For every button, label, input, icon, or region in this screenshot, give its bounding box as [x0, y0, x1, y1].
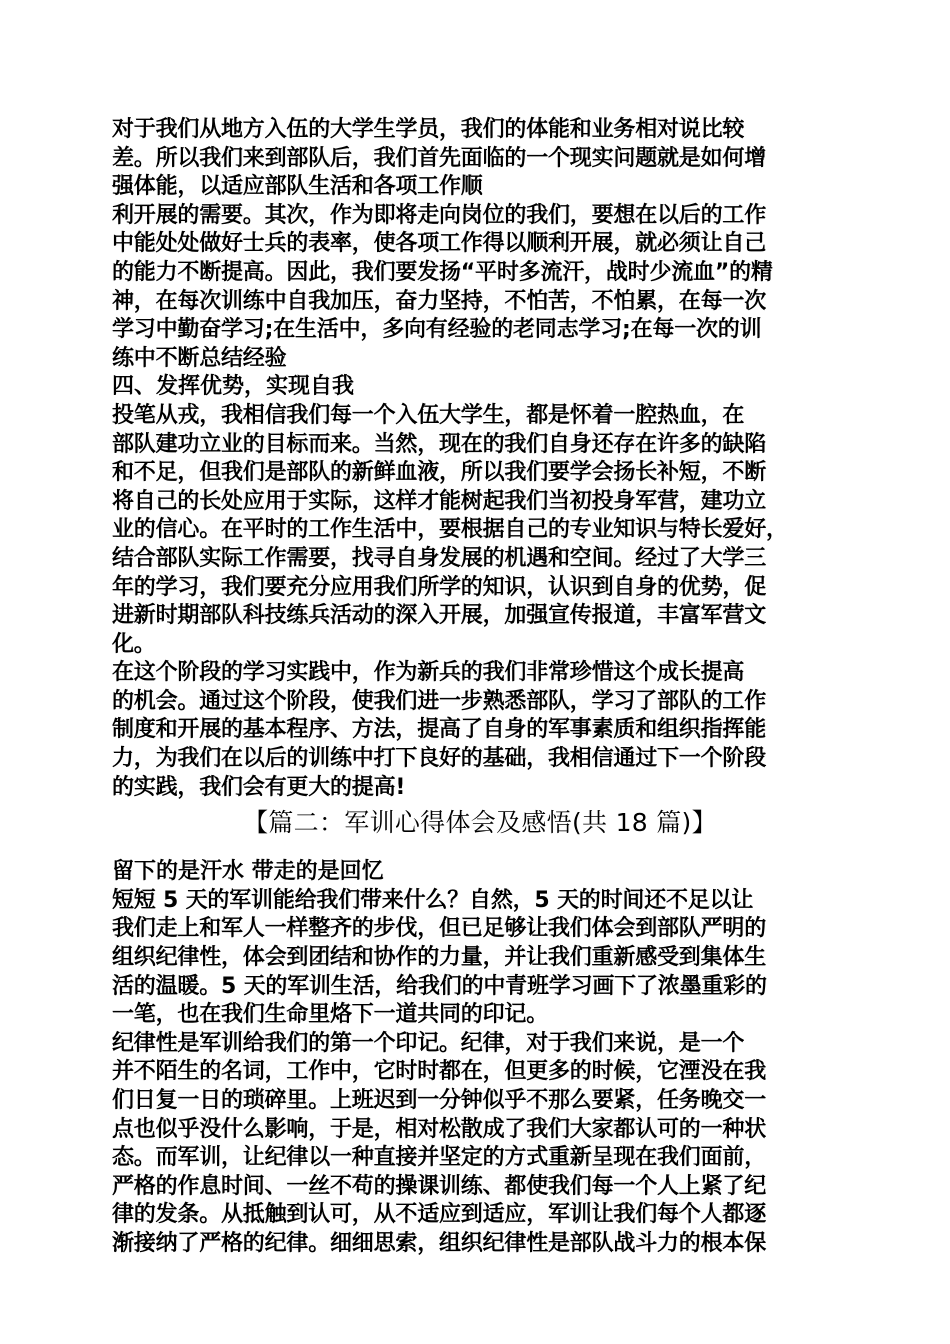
- text-line: 们日复一日的琐碎里。上班迟到一分钟似乎不那么要紧，任务晚交一: [112, 1088, 767, 1113]
- text-line: 投笔从戎，我相信我们每一个入伍大学生，都是怀着一腔热血，在: [112, 402, 745, 428]
- text-line: 将自己的长处应用于实际，这样才能树起我们当初投身军营，建功立: [112, 488, 767, 514]
- text-line: 力，为我们在以后的训练中打下良好的基础，我相信通过下一个阶段: [112, 746, 767, 772]
- section-title: 【篇二：军训心得体会及感悟(共 18 篇)】: [243, 808, 717, 838]
- text-line: 严格的作息时间、一丝不苟的操课训练、都使我们每一个人上紧了纪: [112, 1173, 767, 1199]
- spacer: [112, 840, 848, 858]
- text-line: 点也似乎没什么影响，于是，相对松散成了我们大家都认可的一种状: [112, 1116, 767, 1142]
- text-line: 结合部队实际工作需要，找寻自身发展的机遇和空间。经过了大学三: [112, 545, 767, 571]
- text-line: 年的学习，我们要充分应用我们所学的知识，认识到自身的优势，促: [112, 574, 767, 600]
- text-line: 组织纪律性，体会到团结和协作的力量，并让我们重新感受到集体生: [112, 945, 767, 971]
- paragraph-stage-summary: [112, 659, 848, 802]
- article-subtitle: 留下的是汗水 带走的是回忆: [112, 859, 384, 885]
- text-line: 学习中勤奋学习;在生活中，多向有经验的老同志学习;在每一次的训: [112, 317, 762, 343]
- text-line: 对于我们从地方入伍的大学生学员，我们的体能和业务相对说比较: [112, 117, 745, 142]
- text-line: 业的信心。在平时的工作生活中，要根据自己的专业知识与特长爱好，: [112, 517, 788, 543]
- text-line: 的实践，我们会有更大的提高!: [112, 774, 406, 800]
- text-line: 利开展的需要。其次，作为即将走向岗位的我们，要想在以后的工作: [112, 202, 767, 228]
- text-line: 渐接纳了严格的纪律。细细思索，组织纪律性是部队战斗力的根本保: [112, 1230, 767, 1256]
- text-line: 态。而军训，让纪律以一种直接并坚定的方式重新呈现在我们面前，: [112, 1145, 767, 1171]
- text-line: 练中不断总结经验: [112, 345, 287, 371]
- text-line: 我们走上和军人一样整齐的步伐，但已足够让我们体会到部队严明的: [112, 916, 767, 942]
- text-line: 和不足，但我们是部队的新鲜血液，所以我们要学会扬长补短，不断: [112, 460, 767, 486]
- document-page: [112, 116, 848, 1259]
- text-line: 的机会。通过这个阶段，使我们进一步熟悉部队，学习了部队的工作: [112, 688, 767, 714]
- paragraph-use-strengths: [112, 402, 848, 659]
- text-line: 中能处处做好士兵的表率，使各项工作得以顺利开展，就必须让自己: [112, 231, 767, 257]
- text-line: 一笔，也在我们生命里烙下一道共同的印记。: [112, 1002, 549, 1028]
- text-line: 化。: [112, 631, 156, 657]
- text-line: 神，在每次训练中自我加压，奋力坚持，不怕苦，不怕累，在每一次: [112, 288, 767, 314]
- text-line: 进新时期部队科技练兵活动的深入开展，加强宣传报道，丰富军营文: [112, 603, 767, 629]
- text-line: 部队建功立业的目标而来。当然，现在的我们自身还存在许多的缺陷: [112, 431, 767, 457]
- paragraph-physical-fitness: [112, 116, 848, 373]
- text-line: 在这个阶段的学习实践中，作为新兵的我们非常珍惜这个成长提高: [112, 660, 745, 686]
- heading-section-four: 四、发挥优势，实现自我: [112, 374, 355, 400]
- paragraph-discipline: [112, 1030, 848, 1259]
- text-line: 纪律性是军训给我们的第一个印记。纪律，对于我们来说，是一个: [112, 1030, 745, 1056]
- text-line: 制度和开展的基本程序、方法，提高了自身的军事素质和组织指挥能: [112, 717, 767, 743]
- text-line: 活的温暖。5 天的军训生活，给我们的中青班学习画下了浓墨重彩的: [112, 973, 767, 999]
- text-line: 短短 5 天的军训能给我们带来什么？自然，5 天的时间还不足以让: [112, 887, 754, 913]
- text-line: 律的发条。从抵触到认可，从不适应到适应，军训让我们每个人都逐: [112, 1202, 767, 1228]
- text-line: 的能力不断提高。因此，我们要发扬“平时多流汗，战时少流血”的精: [112, 259, 773, 285]
- text-line: 并不陌生的名词，工作中，它时时都在，但更多的时候，它湮没在我: [112, 1059, 767, 1085]
- paragraph-five-days-training: [112, 887, 848, 1030]
- text-line: 差。所以我们来到部队后，我们首先面临的一个现实问题就是如何增: [112, 145, 767, 171]
- text-line: 强体能，以适应部队生活和各项工作顺: [112, 174, 483, 200]
